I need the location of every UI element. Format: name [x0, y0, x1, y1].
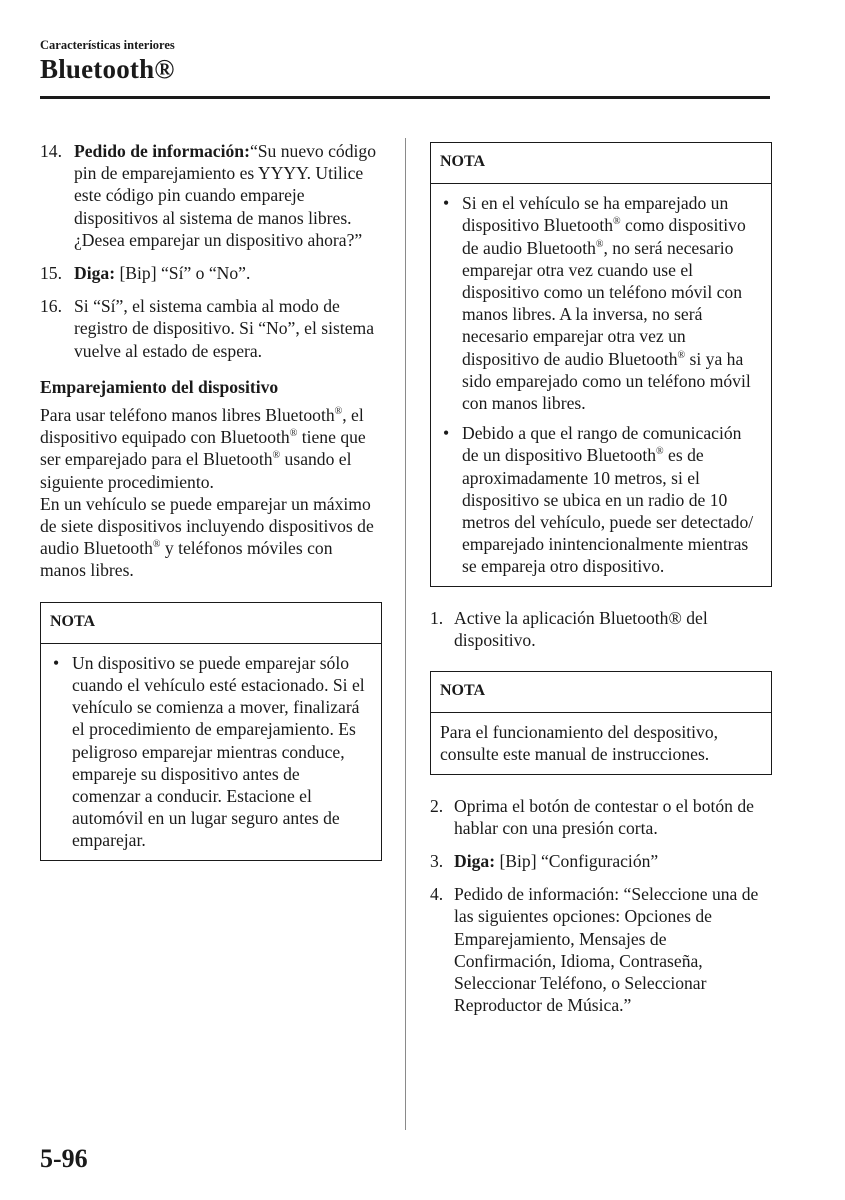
subheading: Emparejamiento del dispositivo [40, 376, 279, 397]
page-title: Bluetooth® [40, 54, 175, 84]
registered-mark: ® [613, 216, 621, 228]
text-run: , el dispositivo equipado con Bluetooth [40, 405, 364, 448]
text-run: si ya ha sido emparejado como un teléfono móvil con manos libres. [462, 348, 751, 414]
text-run: como dispositivo de audio Bluetooth [462, 215, 746, 258]
text-run: , no será necesario emparejar otra vez cuando use el dispositivo como un teléfono móvil con manos libres. A la inversa, no será necesario emparejar otra vez un dispositivo de audio Bluetooth [462, 237, 743, 369]
step-number: 2. [430, 795, 444, 816]
note-box [40, 602, 382, 861]
note-body [431, 184, 771, 585]
text-run: Debido a que el rango de comunicación de un dispositivo Bluetooth [462, 423, 742, 466]
step-3 [430, 850, 772, 872]
note-box [430, 142, 772, 587]
bullet-dot: • [53, 652, 60, 673]
step-number: 14. [40, 141, 62, 161]
note-body [41, 644, 381, 860]
paragraph [40, 493, 382, 582]
registered-mark: ® [595, 238, 604, 250]
step-2 [430, 795, 772, 839]
paragraph [40, 404, 382, 493]
step-number: 3. [430, 851, 444, 872]
registered-mark: ® [656, 446, 664, 458]
step-body: [Bip] “Configuración” [495, 851, 659, 872]
step-text [74, 262, 382, 284]
step-text [454, 850, 772, 872]
section-label: Características interiores [40, 38, 175, 52]
column-divider [405, 138, 406, 1130]
bullet-text [462, 192, 762, 414]
right-column [430, 140, 772, 1028]
note-title: NOTA [41, 603, 381, 644]
step-body: [Bip] “Sí” o “No”. [115, 263, 251, 284]
step-body: Pedido de información: “Seleccione una de las siguientes opciones: Opciones de Emparejamiento, Mensajes de Confirmación, Idioma, Contraseña, Seleccionar Teléfono, o Seleccionar Reproductor de Música.” [454, 884, 759, 1016]
text-run: Si en el vehículo se ha emparejado un dispositivo Bluetooth [462, 193, 729, 236]
text-run: En un vehículo se puede emparejar un máximo de siete dispositivos incluyendo dispositivos de audio Bluetooth [40, 493, 374, 559]
note-bullet [440, 422, 762, 577]
step-number: 1. [430, 607, 444, 628]
step-label: Pedido de información: [74, 141, 250, 161]
bullet-text [462, 422, 762, 577]
note-title: NOTA [431, 672, 771, 713]
step-body: Si “Sí”, el sistema cambia al modo de registro de dispositivo. Si “No”, el sistema vuelve al estado de espera. [74, 296, 375, 361]
step-number: 4. [430, 884, 444, 905]
step-text [74, 140, 382, 251]
text-run: Para usar teléfono manos libres Bluetooth [40, 405, 335, 426]
bullet-dot: • [443, 423, 450, 444]
step-15 [40, 262, 382, 284]
left-column [40, 140, 382, 861]
step-16 [40, 295, 382, 362]
note-bullet [440, 192, 762, 414]
header-rule [40, 96, 770, 99]
step-1 [430, 607, 772, 651]
bullet-dot: • [443, 193, 450, 214]
step-body: Oprima el botón de contestar o el botón de hablar con una presión corta. [454, 795, 754, 838]
registered-mark: ® [272, 450, 281, 462]
step-4 [430, 883, 772, 1016]
step-number: 15. [40, 263, 62, 284]
step-body: “Su nuevo código pin de emparejamiento es YYYY. Utilice este código pin cuando empareje dispositivos al sistema de manos libres. ¿Desea emparejar un dispositivo ahora?” [74, 141, 377, 250]
step-body: Active la aplicación Bluetooth® del dispositivo. [454, 607, 708, 650]
note-body: Para el funcionamiento del despositivo, consulte este manual de instrucciones. [440, 722, 719, 765]
step-number: 16. [40, 296, 62, 317]
registered-mark: ® [152, 539, 161, 551]
text-run: y teléfonos móviles con manos libres. [40, 538, 333, 581]
step-label: Diga: [74, 263, 116, 284]
text-run: usando el siguiente procedimiento. [40, 449, 352, 492]
step-14 [40, 140, 382, 251]
registered-mark: ® [289, 428, 298, 440]
text-run: es de aproximadamente 10 metros, si el dispositivo se ubica en un radio de 10 metros del vehículo, puede ser detectado/ emparejado inintencionalmente mientras se empareja otro dispositivo. [462, 445, 754, 577]
bullet-text: Un dispositivo se puede emparejar sólo cuando el vehículo esté estacionado. Si el vehículo se comienza a mover, finalizará el procedimiento de emparejamiento. Es peligroso emparejar mientras conduce, empareje su dispositivo antes de comenzar a conducir. Estacione el automóvil en un lugar seguro antes de emparejar. [72, 652, 365, 851]
page-number: 5-96 [40, 1144, 88, 1173]
registered-mark: ® [334, 406, 343, 418]
step-label: Diga: [454, 851, 496, 872]
registered-mark: ® [677, 349, 686, 361]
note-box [430, 671, 772, 775]
note-bullet [50, 652, 372, 852]
note-title: NOTA [431, 143, 771, 184]
text-run: tiene que ser emparejado para el Bluetooth [40, 427, 366, 470]
